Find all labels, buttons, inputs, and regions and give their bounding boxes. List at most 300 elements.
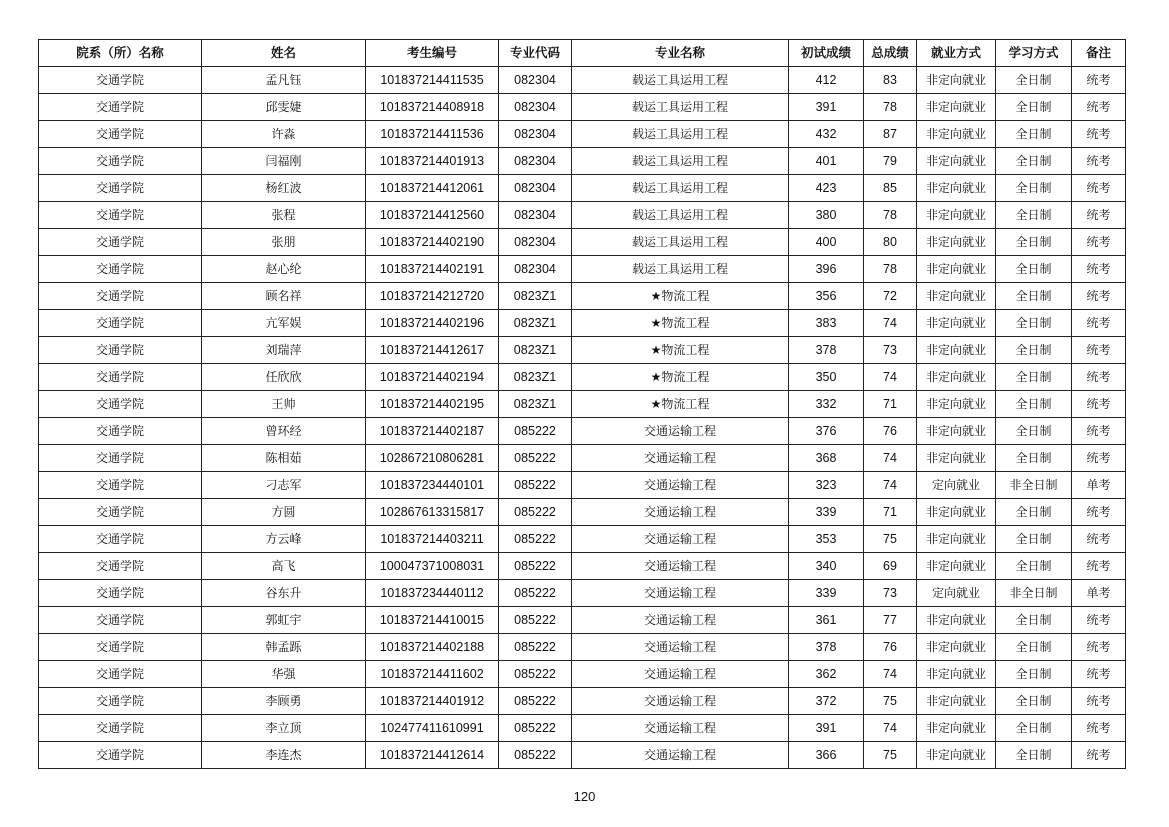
cell-major-code: 085222: [499, 526, 572, 553]
cell-department: 交通学院: [39, 256, 202, 283]
cell-total-score: 80: [864, 229, 917, 256]
cell-name: 王帅: [202, 391, 366, 418]
cell-study-mode: 全日制: [996, 94, 1072, 121]
cell-preliminary-score: 353: [789, 526, 864, 553]
table-row: [39, 310, 1126, 337]
cell-department: 交通学院: [39, 364, 202, 391]
cell-preliminary-score: 362: [789, 661, 864, 688]
cell-total-score: 78: [864, 202, 917, 229]
cell-major-code: 085222: [499, 499, 572, 526]
cell-employment-type: 定向就业: [917, 472, 996, 499]
cell-major-code: 085222: [499, 553, 572, 580]
cell-total-score: 83: [864, 67, 917, 94]
table-row: [39, 580, 1126, 607]
cell-employment-type: 非定向就业: [917, 175, 996, 202]
cell-total-score: 74: [864, 661, 917, 688]
cell-study-mode: 全日制: [996, 418, 1072, 445]
cell-major-code: 0823Z1: [499, 364, 572, 391]
cell-name: 任欣欣: [202, 364, 366, 391]
table-row: [39, 202, 1126, 229]
cell-preliminary-score: 400: [789, 229, 864, 256]
cell-name: 谷东升: [202, 580, 366, 607]
header-name: 姓名: [202, 40, 366, 67]
header-employment-type: 就业方式: [917, 40, 996, 67]
cell-preliminary-score: 323: [789, 472, 864, 499]
cell-major-name: ★物流工程: [572, 310, 789, 337]
cell-name: 孟凡钰: [202, 67, 366, 94]
cell-study-mode: 全日制: [996, 553, 1072, 580]
cell-study-mode: 全日制: [996, 67, 1072, 94]
cell-major-name: ★物流工程: [572, 364, 789, 391]
cell-remarks: 统考: [1072, 121, 1126, 148]
cell-name: 顾名祥: [202, 283, 366, 310]
cell-employment-type: 非定向就业: [917, 121, 996, 148]
cell-candidate-id: 101837214212720: [366, 283, 499, 310]
cell-employment-type: 非定向就业: [917, 499, 996, 526]
cell-department: 交通学院: [39, 283, 202, 310]
cell-name: 郭虹宇: [202, 607, 366, 634]
cell-major-name: 载运工具运用工程: [572, 121, 789, 148]
cell-employment-type: 非定向就业: [917, 553, 996, 580]
cell-candidate-id: 101837214408918: [366, 94, 499, 121]
table-row: [39, 472, 1126, 499]
cell-employment-type: 非定向就业: [917, 445, 996, 472]
cell-name: 曾环经: [202, 418, 366, 445]
header-preliminary-score: 初试成绩: [789, 40, 864, 67]
table-row: [39, 364, 1126, 391]
cell-major-name: ★物流工程: [572, 283, 789, 310]
cell-employment-type: 非定向就业: [917, 202, 996, 229]
cell-major-name: ★物流工程: [572, 391, 789, 418]
cell-remarks: 统考: [1072, 310, 1126, 337]
cell-remarks: 单考: [1072, 580, 1126, 607]
cell-candidate-id: 101837214402190: [366, 229, 499, 256]
cell-department: 交通学院: [39, 715, 202, 742]
header-study-mode: 学习方式: [996, 40, 1072, 67]
cell-department: 交通学院: [39, 445, 202, 472]
cell-employment-type: 非定向就业: [917, 661, 996, 688]
cell-preliminary-score: 396: [789, 256, 864, 283]
cell-major-code: 082304: [499, 256, 572, 283]
cell-candidate-id: 101837214401913: [366, 148, 499, 175]
cell-name: 杨红波: [202, 175, 366, 202]
cell-major-code: 082304: [499, 229, 572, 256]
cell-study-mode: 全日制: [996, 175, 1072, 202]
cell-total-score: 78: [864, 256, 917, 283]
cell-employment-type: 非定向就业: [917, 337, 996, 364]
cell-major-name: 载运工具运用工程: [572, 175, 789, 202]
cell-study-mode: 全日制: [996, 391, 1072, 418]
cell-candidate-id: 101837214411602: [366, 661, 499, 688]
cell-remarks: 统考: [1072, 202, 1126, 229]
cell-study-mode: 全日制: [996, 229, 1072, 256]
cell-preliminary-score: 378: [789, 337, 864, 364]
cell-preliminary-score: 366: [789, 742, 864, 769]
cell-name: 高飞: [202, 553, 366, 580]
cell-major-code: 085222: [499, 580, 572, 607]
cell-employment-type: 非定向就业: [917, 148, 996, 175]
header-major-name: 专业名称: [572, 40, 789, 67]
cell-name: 张程: [202, 202, 366, 229]
cell-remarks: 统考: [1072, 526, 1126, 553]
cell-candidate-id: 101837214411536: [366, 121, 499, 148]
cell-remarks: 统考: [1072, 742, 1126, 769]
cell-candidate-id: 101837234440112: [366, 580, 499, 607]
cell-remarks: 统考: [1072, 445, 1126, 472]
cell-preliminary-score: 332: [789, 391, 864, 418]
cell-preliminary-score: 376: [789, 418, 864, 445]
cell-study-mode: 全日制: [996, 526, 1072, 553]
table-row: [39, 418, 1126, 445]
cell-major-code: 082304: [499, 148, 572, 175]
cell-preliminary-score: 391: [789, 94, 864, 121]
cell-study-mode: 全日制: [996, 337, 1072, 364]
cell-major-name: 交通运输工程: [572, 445, 789, 472]
cell-study-mode: 全日制: [996, 310, 1072, 337]
cell-employment-type: 非定向就业: [917, 94, 996, 121]
cell-department: 交通学院: [39, 607, 202, 634]
cell-candidate-id: 101837214402191: [366, 256, 499, 283]
cell-candidate-id: 101837214410015: [366, 607, 499, 634]
cell-name: 张朋: [202, 229, 366, 256]
cell-department: 交通学院: [39, 580, 202, 607]
cell-study-mode: 全日制: [996, 364, 1072, 391]
cell-department: 交通学院: [39, 418, 202, 445]
cell-major-code: 085222: [499, 661, 572, 688]
cell-preliminary-score: 423: [789, 175, 864, 202]
cell-employment-type: 非定向就业: [917, 283, 996, 310]
cell-candidate-id: 101837214402196: [366, 310, 499, 337]
table-row: [39, 715, 1126, 742]
cell-candidate-id: 101837214411535: [366, 67, 499, 94]
cell-preliminary-score: 401: [789, 148, 864, 175]
cell-total-score: 74: [864, 364, 917, 391]
header-department: 院系（所）名称: [39, 40, 202, 67]
cell-major-name: 载运工具运用工程: [572, 256, 789, 283]
cell-major-name: 交通运输工程: [572, 418, 789, 445]
cell-employment-type: 非定向就业: [917, 67, 996, 94]
cell-candidate-id: 101837214402194: [366, 364, 499, 391]
table-row: [39, 445, 1126, 472]
cell-candidate-id: 102867210806281: [366, 445, 499, 472]
cell-remarks: 统考: [1072, 364, 1126, 391]
table-row: [39, 391, 1126, 418]
table-row: [39, 67, 1126, 94]
cell-name: 李顾勇: [202, 688, 366, 715]
cell-remarks: 统考: [1072, 94, 1126, 121]
cell-preliminary-score: 339: [789, 580, 864, 607]
cell-major-code: 085222: [499, 634, 572, 661]
cell-major-code: 085222: [499, 445, 572, 472]
cell-major-code: 085222: [499, 418, 572, 445]
cell-remarks: 统考: [1072, 688, 1126, 715]
cell-study-mode: 全日制: [996, 742, 1072, 769]
cell-total-score: 85: [864, 175, 917, 202]
table-row: [39, 337, 1126, 364]
cell-department: 交通学院: [39, 310, 202, 337]
cell-preliminary-score: 361: [789, 607, 864, 634]
cell-total-score: 76: [864, 634, 917, 661]
cell-employment-type: 非定向就业: [917, 688, 996, 715]
cell-major-code: 082304: [499, 121, 572, 148]
cell-major-code: 082304: [499, 175, 572, 202]
cell-total-score: 75: [864, 688, 917, 715]
page-number: 120: [573, 789, 596, 804]
cell-major-name: 交通运输工程: [572, 472, 789, 499]
header-major-code: 专业代码: [499, 40, 572, 67]
cell-name: 赵心纶: [202, 256, 366, 283]
cell-department: 交通学院: [39, 175, 202, 202]
cell-candidate-id: 101837214403211: [366, 526, 499, 553]
cell-study-mode: 全日制: [996, 499, 1072, 526]
cell-major-name: 载运工具运用工程: [572, 202, 789, 229]
cell-total-score: 79: [864, 148, 917, 175]
cell-study-mode: 全日制: [996, 688, 1072, 715]
cell-remarks: 统考: [1072, 229, 1126, 256]
cell-preliminary-score: 380: [789, 202, 864, 229]
table-row: [39, 499, 1126, 526]
cell-study-mode: 全日制: [996, 202, 1072, 229]
cell-major-code: 0823Z1: [499, 337, 572, 364]
cell-candidate-id: 101837234440101: [366, 472, 499, 499]
cell-candidate-id: 101837214401912: [366, 688, 499, 715]
cell-total-score: 74: [864, 310, 917, 337]
table-row: [39, 175, 1126, 202]
cell-remarks: 统考: [1072, 391, 1126, 418]
cell-study-mode: 全日制: [996, 607, 1072, 634]
cell-name: 方圆: [202, 499, 366, 526]
cell-total-score: 69: [864, 553, 917, 580]
cell-major-code: 085222: [499, 742, 572, 769]
table-row: [39, 526, 1126, 553]
cell-remarks: 统考: [1072, 553, 1126, 580]
cell-name: 李立顶: [202, 715, 366, 742]
cell-name: 闫福刚: [202, 148, 366, 175]
cell-employment-type: 非定向就业: [917, 715, 996, 742]
table-row: [39, 148, 1126, 175]
cell-candidate-id: 102867613315817: [366, 499, 499, 526]
cell-total-score: 76: [864, 418, 917, 445]
cell-name: 刘瑞萍: [202, 337, 366, 364]
cell-department: 交通学院: [39, 688, 202, 715]
cell-total-score: 74: [864, 472, 917, 499]
cell-major-code: 085222: [499, 688, 572, 715]
cell-total-score: 73: [864, 337, 917, 364]
cell-remarks: 统考: [1072, 715, 1126, 742]
cell-major-name: 交通运输工程: [572, 553, 789, 580]
cell-candidate-id: 101837214402188: [366, 634, 499, 661]
table-row: [39, 94, 1126, 121]
cell-major-name: 交通运输工程: [572, 580, 789, 607]
cell-candidate-id: 101837214412617: [366, 337, 499, 364]
table-row: [39, 283, 1126, 310]
table-row: [39, 607, 1126, 634]
cell-remarks: 统考: [1072, 148, 1126, 175]
cell-department: 交通学院: [39, 499, 202, 526]
table-row: [39, 553, 1126, 580]
cell-preliminary-score: 412: [789, 67, 864, 94]
table-row: [39, 688, 1126, 715]
header-remarks: 备注: [1072, 40, 1126, 67]
cell-total-score: 75: [864, 526, 917, 553]
cell-department: 交通学院: [39, 526, 202, 553]
cell-name: 邱雯婕: [202, 94, 366, 121]
table-row: [39, 742, 1126, 769]
cell-major-name: 载运工具运用工程: [572, 67, 789, 94]
table-row: [39, 661, 1126, 688]
cell-preliminary-score: 378: [789, 634, 864, 661]
cell-department: 交通学院: [39, 148, 202, 175]
cell-major-name: 交通运输工程: [572, 526, 789, 553]
cell-major-name: ★物流工程: [572, 337, 789, 364]
cell-remarks: 统考: [1072, 661, 1126, 688]
cell-major-name: 载运工具运用工程: [572, 148, 789, 175]
cell-study-mode: 全日制: [996, 148, 1072, 175]
cell-department: 交通学院: [39, 67, 202, 94]
cell-department: 交通学院: [39, 634, 202, 661]
cell-major-code: 082304: [499, 202, 572, 229]
cell-study-mode: 全日制: [996, 661, 1072, 688]
cell-major-name: 交通运输工程: [572, 607, 789, 634]
cell-total-score: 77: [864, 607, 917, 634]
cell-study-mode: 全日制: [996, 715, 1072, 742]
cell-study-mode: 非全日制: [996, 580, 1072, 607]
cell-study-mode: 全日制: [996, 634, 1072, 661]
cell-employment-type: 非定向就业: [917, 607, 996, 634]
cell-employment-type: 非定向就业: [917, 256, 996, 283]
cell-remarks: 统考: [1072, 337, 1126, 364]
cell-total-score: 71: [864, 499, 917, 526]
cell-major-name: 交通运输工程: [572, 634, 789, 661]
admission-table: [38, 39, 1126, 769]
cell-preliminary-score: 350: [789, 364, 864, 391]
cell-remarks: 统考: [1072, 607, 1126, 634]
cell-employment-type: 非定向就业: [917, 634, 996, 661]
cell-department: 交通学院: [39, 391, 202, 418]
cell-remarks: 统考: [1072, 499, 1126, 526]
cell-major-name: 交通运输工程: [572, 742, 789, 769]
cell-name: 亢军娱: [202, 310, 366, 337]
cell-major-code: 085222: [499, 607, 572, 634]
cell-total-score: 78: [864, 94, 917, 121]
cell-total-score: 74: [864, 445, 917, 472]
cell-major-name: 交通运输工程: [572, 715, 789, 742]
cell-study-mode: 全日制: [996, 445, 1072, 472]
cell-study-mode: 非全日制: [996, 472, 1072, 499]
cell-major-code: 0823Z1: [499, 310, 572, 337]
cell-department: 交通学院: [39, 337, 202, 364]
table-row: [39, 229, 1126, 256]
cell-employment-type: 非定向就业: [917, 742, 996, 769]
cell-remarks: 统考: [1072, 256, 1126, 283]
cell-total-score: 75: [864, 742, 917, 769]
cell-candidate-id: 100047371008031: [366, 553, 499, 580]
cell-major-name: 交通运输工程: [572, 688, 789, 715]
cell-remarks: 统考: [1072, 67, 1126, 94]
cell-name: 刁志军: [202, 472, 366, 499]
cell-total-score: 73: [864, 580, 917, 607]
cell-employment-type: 非定向就业: [917, 526, 996, 553]
table-row: [39, 256, 1126, 283]
cell-employment-type: 非定向就业: [917, 418, 996, 445]
cell-preliminary-score: 391: [789, 715, 864, 742]
cell-total-score: 71: [864, 391, 917, 418]
cell-department: 交通学院: [39, 229, 202, 256]
cell-preliminary-score: 340: [789, 553, 864, 580]
cell-major-code: 0823Z1: [499, 391, 572, 418]
cell-employment-type: 非定向就业: [917, 229, 996, 256]
cell-remarks: 统考: [1072, 418, 1126, 445]
cell-employment-type: 非定向就业: [917, 391, 996, 418]
cell-name: 陈相茹: [202, 445, 366, 472]
cell-study-mode: 全日制: [996, 283, 1072, 310]
cell-major-code: 085222: [499, 715, 572, 742]
cell-major-code: 082304: [499, 94, 572, 121]
cell-preliminary-score: 372: [789, 688, 864, 715]
header-candidate-id: 考生编号: [366, 40, 499, 67]
cell-total-score: 87: [864, 121, 917, 148]
admission-list: [38, 39, 1125, 769]
cell-candidate-id: 102477411610991: [366, 715, 499, 742]
cell-remarks: 统考: [1072, 634, 1126, 661]
cell-major-code: 085222: [499, 472, 572, 499]
cell-preliminary-score: 368: [789, 445, 864, 472]
header-row: [39, 40, 1126, 67]
cell-preliminary-score: 432: [789, 121, 864, 148]
cell-department: 交通学院: [39, 742, 202, 769]
table-row: [39, 634, 1126, 661]
cell-total-score: 74: [864, 715, 917, 742]
cell-remarks: 单考: [1072, 472, 1126, 499]
cell-major-name: 交通运输工程: [572, 499, 789, 526]
cell-candidate-id: 101837214412560: [366, 202, 499, 229]
table-row: [39, 121, 1126, 148]
header-total-score: 总成绩: [864, 40, 917, 67]
cell-department: 交通学院: [39, 661, 202, 688]
cell-candidate-id: 101837214402195: [366, 391, 499, 418]
cell-study-mode: 全日制: [996, 121, 1072, 148]
cell-remarks: 统考: [1072, 283, 1126, 310]
cell-candidate-id: 101837214402187: [366, 418, 499, 445]
cell-name: 韩孟跞: [202, 634, 366, 661]
cell-department: 交通学院: [39, 121, 202, 148]
cell-preliminary-score: 356: [789, 283, 864, 310]
cell-department: 交通学院: [39, 553, 202, 580]
cell-preliminary-score: 339: [789, 499, 864, 526]
cell-major-code: 0823Z1: [499, 283, 572, 310]
cell-total-score: 72: [864, 283, 917, 310]
cell-remarks: 统考: [1072, 175, 1126, 202]
cell-department: 交通学院: [39, 202, 202, 229]
cell-preliminary-score: 383: [789, 310, 864, 337]
cell-study-mode: 全日制: [996, 256, 1072, 283]
cell-major-code: 082304: [499, 67, 572, 94]
cell-name: 许淼: [202, 121, 366, 148]
cell-major-name: 交通运输工程: [572, 661, 789, 688]
cell-employment-type: 非定向就业: [917, 310, 996, 337]
cell-name: 李连杰: [202, 742, 366, 769]
cell-major-name: 载运工具运用工程: [572, 229, 789, 256]
cell-department: 交通学院: [39, 472, 202, 499]
cell-employment-type: 定向就业: [917, 580, 996, 607]
cell-department: 交通学院: [39, 94, 202, 121]
cell-employment-type: 非定向就业: [917, 364, 996, 391]
cell-name: 华强: [202, 661, 366, 688]
cell-name: 方云峰: [202, 526, 366, 553]
cell-candidate-id: 101837214412614: [366, 742, 499, 769]
cell-major-name: 载运工具运用工程: [572, 94, 789, 121]
cell-candidate-id: 101837214412061: [366, 175, 499, 202]
